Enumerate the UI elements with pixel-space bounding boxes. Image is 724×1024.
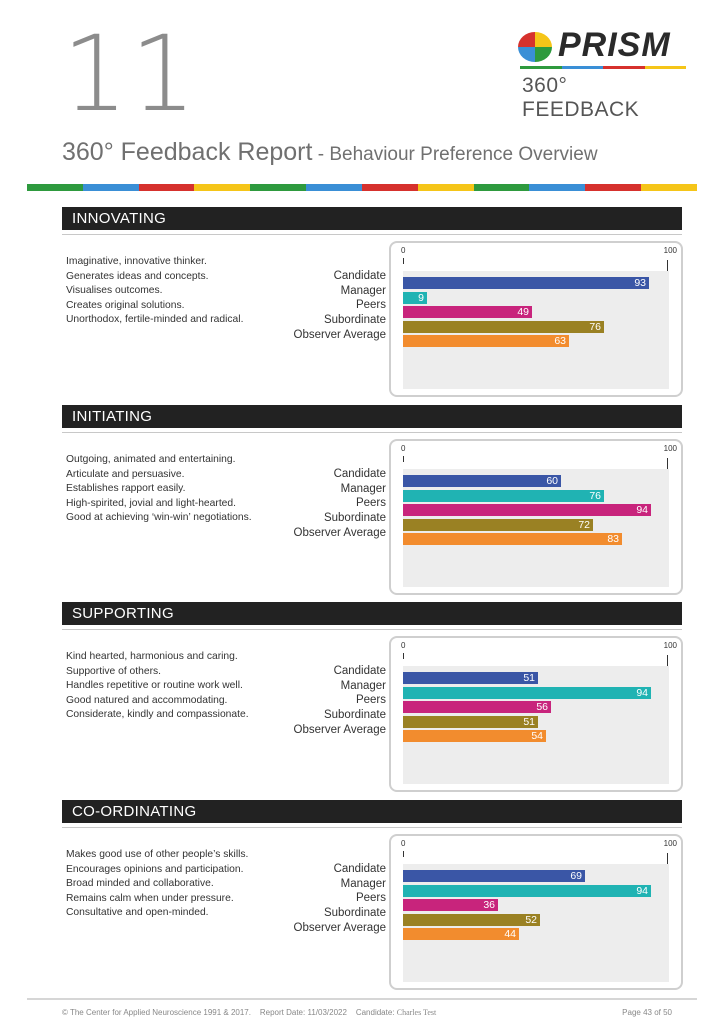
section-number: 11 (62, 13, 199, 135)
series-label: Candidate (333, 665, 386, 677)
bar-peers: 94 (403, 504, 651, 516)
series-label: Observer Average (293, 921, 386, 934)
bar-subordinate: 52 (403, 914, 540, 926)
axis-min-tick (403, 456, 404, 462)
bar-candidate: 60 (403, 475, 561, 487)
report-title: 360° Feedback Report (62, 138, 313, 166)
series-label: Candidate (333, 863, 386, 875)
series-labels (294, 664, 386, 738)
plot-area (403, 271, 669, 389)
series-labels (294, 862, 386, 936)
section-supporting (62, 602, 682, 742)
logo-subtitle: 360° FEEDBACK (522, 74, 640, 121)
series-label: Subordinate (323, 512, 386, 525)
strip-segment (194, 184, 250, 191)
axis-max-label: 100 (663, 641, 677, 650)
strip-segment (250, 184, 306, 191)
description-line: Considerate, kindly and compassionate. (66, 709, 249, 721)
strip-segment (474, 184, 530, 191)
section-divider (62, 629, 682, 630)
bar-chart (389, 834, 683, 990)
strip-segment (83, 184, 139, 191)
bar-peers: 49 (403, 306, 532, 318)
description-line: Remains calm when under pressure. (66, 892, 234, 904)
series-label: Peers (355, 694, 386, 707)
description-line: Establishes rapport easily. (66, 483, 186, 495)
brain-icon (518, 32, 552, 62)
bar-manager: 94 (403, 687, 651, 699)
series-label: Observer Average (293, 526, 386, 539)
description-line: Articulate and persuasive. (66, 468, 185, 480)
description-line: High-spirited, jovial and light-hearted. (66, 497, 236, 509)
axis-max-label: 100 (663, 444, 677, 453)
series-label: Manager (340, 482, 386, 495)
axis-min-tick (403, 851, 404, 857)
strip-segment (27, 184, 83, 191)
description-line: Kind hearted, harmonious and caring. (66, 651, 238, 662)
page-number: Page 43 of 50 (622, 1008, 672, 1017)
axis-min-tick (403, 653, 404, 659)
axis-min-label: 0 (401, 839, 406, 848)
series-label: Candidate (333, 270, 386, 282)
axis-min-label: 0 (401, 444, 406, 453)
section-title: INNOVATING (62, 207, 682, 230)
bar-candidate: 69 (403, 870, 585, 882)
series-labels (294, 467, 386, 541)
footer-divider (27, 998, 697, 1000)
footer (62, 1008, 672, 1017)
bar-manager: 94 (403, 885, 651, 897)
prism-logo (518, 26, 688, 121)
series-label: Observer Average (293, 328, 386, 341)
bar-subordinate: 72 (403, 519, 593, 531)
description-line: Good natured and accommodating. (66, 694, 228, 706)
bar-observer-average: 44 (403, 928, 519, 940)
series-label: Candidate (333, 468, 386, 480)
description-line: Visualises outcomes. (66, 285, 163, 297)
series-label: Subordinate (323, 709, 386, 722)
description-line: Good at achieving ‘win-win’ negotiations. (66, 512, 252, 524)
section-divider (62, 234, 682, 235)
strip-segment (529, 184, 585, 191)
strip-segment (362, 184, 418, 191)
footer-candidate-label: Candidate: (355, 1008, 395, 1017)
bar-manager: 76 (403, 490, 604, 502)
section-initiating (62, 405, 682, 545)
section-divider (62, 827, 682, 828)
strip-segment (306, 184, 362, 191)
axis-min-label: 0 (401, 246, 406, 255)
logo-wordmark: PRISM (558, 26, 671, 64)
section-description (66, 650, 249, 723)
axis-min-tick (403, 258, 404, 264)
section-title: CO-ORDINATING (62, 800, 682, 823)
section-description (66, 255, 243, 328)
description-line: Makes good use of other people’s skills. (66, 849, 249, 860)
bar-chart (389, 241, 683, 397)
section-title: SUPPORTING (62, 602, 682, 625)
series-label: Peers (355, 497, 386, 510)
description-line: Generates ideas and concepts. (66, 270, 209, 282)
page-title (62, 138, 598, 167)
bar-candidate: 93 (403, 277, 649, 289)
description-line: Broad minded and collaborative. (66, 878, 214, 890)
series-label: Observer Average (293, 723, 386, 736)
logo-color-bar (520, 66, 686, 69)
bar-chart (389, 636, 683, 792)
footer-report-date-label: Report Date: (259, 1008, 306, 1017)
section-divider (62, 432, 682, 433)
series-label: Subordinate (323, 907, 386, 920)
bar-subordinate: 51 (403, 716, 538, 728)
strip-segment (585, 184, 641, 191)
plot-area (403, 666, 669, 784)
section-description (66, 848, 248, 921)
title-separator: - (312, 144, 330, 165)
section-innovating (62, 207, 682, 347)
bar-observer-average: 83 (403, 533, 622, 545)
series-label: Manager (340, 877, 386, 890)
plot-area (403, 864, 669, 982)
series-label: Subordinate (323, 314, 386, 327)
series-label: Manager (340, 284, 386, 297)
series-labels (294, 269, 386, 343)
bar-chart (389, 439, 683, 595)
description-line: Unorthodox, fertile-minded and radical. (66, 314, 244, 326)
axis-max-label: 100 (663, 246, 677, 255)
series-label: Peers (355, 299, 386, 312)
bar-peers: 36 (403, 899, 498, 911)
description-line: Imaginative, innovative thinker. (66, 256, 207, 267)
series-label: Peers (355, 892, 386, 905)
description-line: Handles repetitive or routine work well. (66, 680, 243, 692)
description-line: Encourages opinions and participation. (66, 863, 244, 875)
section-co-ordinating (62, 800, 682, 940)
footer-candidate-name: Charles Test (396, 1008, 437, 1017)
description-line: Consultative and open-minded. (66, 907, 209, 919)
section-title: INITIATING (62, 405, 682, 428)
axis-max-label: 100 (663, 839, 677, 848)
bar-observer-average: 54 (403, 730, 546, 742)
bar-candidate: 51 (403, 672, 538, 684)
bar-peers: 56 (403, 701, 551, 713)
description-line: Creates original solutions. (66, 299, 185, 311)
strip-segment (418, 184, 474, 191)
footer-copyright: © The Center for Applied Neuroscience 1991 & 2017. (62, 1008, 251, 1017)
report-subtitle: Behaviour Preference Overview (329, 144, 598, 165)
description-line: Supportive of others. (66, 665, 162, 677)
section-description (66, 453, 252, 526)
footer-report-date: 11/03/2022 (307, 1008, 347, 1017)
bar-observer-average: 63 (403, 335, 569, 347)
plot-area (403, 469, 669, 587)
strip-segment (139, 184, 195, 191)
color-strip (27, 184, 697, 191)
strip-segment (641, 184, 697, 191)
bar-manager: 9 (403, 292, 427, 304)
description-line: Outgoing, animated and entertaining. (66, 454, 236, 465)
bar-subordinate: 76 (403, 321, 604, 333)
axis-min-label: 0 (401, 641, 406, 650)
series-label: Manager (340, 679, 386, 692)
